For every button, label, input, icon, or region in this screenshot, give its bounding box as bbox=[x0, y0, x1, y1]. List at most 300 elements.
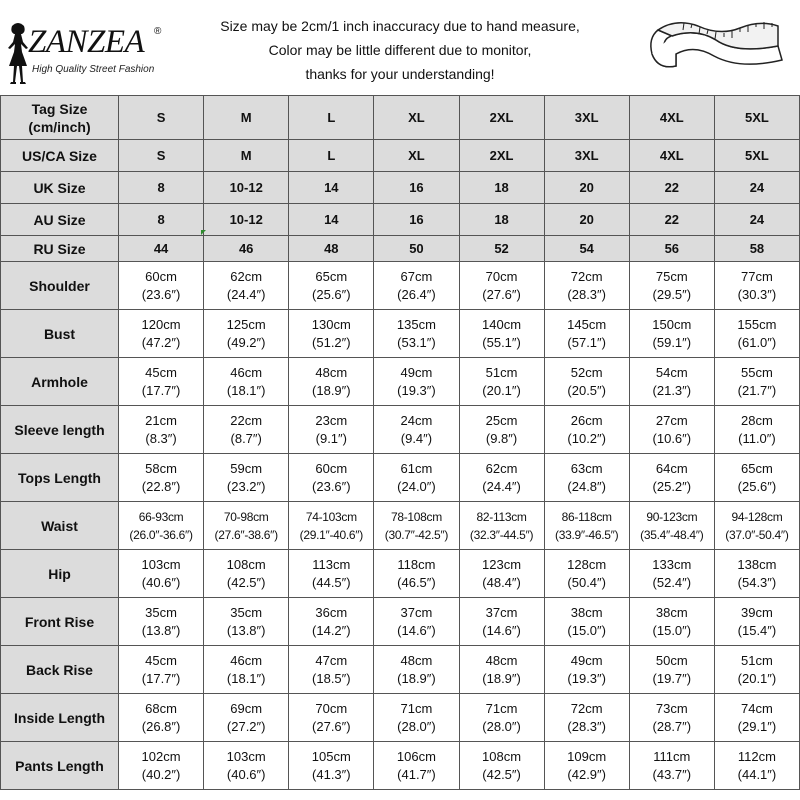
cm-value: 133cm bbox=[652, 556, 692, 572]
notice-line-2: Color may be little different due to monitor, bbox=[268, 42, 532, 58]
inch-value: (40.6″) bbox=[226, 766, 266, 782]
inch-value: (14.2″) bbox=[312, 622, 351, 638]
row-label bbox=[1, 96, 119, 140]
inch-value: (47.2″) bbox=[141, 334, 181, 350]
measurement-row bbox=[1, 646, 800, 694]
measurement-cell bbox=[204, 694, 289, 742]
cm-value: 21cm bbox=[145, 412, 177, 428]
inch-value: (42.9″) bbox=[567, 766, 606, 782]
size-row bbox=[1, 140, 800, 172]
inch-value: (24.4″) bbox=[482, 478, 521, 494]
inch-value: (14.6″) bbox=[397, 622, 436, 638]
cm-value: 23cm bbox=[315, 412, 348, 428]
measurement-cell bbox=[289, 646, 374, 694]
size-cell: 16 bbox=[374, 204, 459, 236]
size-row bbox=[1, 236, 800, 262]
row-label: Front Rise bbox=[1, 598, 119, 646]
inch-value: (27.2″) bbox=[226, 718, 266, 734]
measurement-cell bbox=[459, 742, 544, 790]
measurement-cell bbox=[374, 646, 459, 694]
inch-value: (37.0″-50.4″) bbox=[725, 527, 789, 542]
measurement-cell bbox=[714, 694, 799, 742]
inch-value: (50.4″) bbox=[567, 574, 606, 590]
cm-value: 75cm bbox=[655, 268, 688, 284]
cm-value: 94-128cm bbox=[731, 509, 783, 524]
cm-value: 67cm bbox=[400, 268, 433, 284]
size-row bbox=[1, 96, 800, 140]
measurement-cell bbox=[204, 742, 289, 790]
cm-value: 109cm bbox=[567, 748, 607, 764]
inch-value: (44.5″) bbox=[312, 574, 351, 590]
cm-value: 123cm bbox=[482, 556, 522, 572]
size-cell: 52 bbox=[459, 236, 544, 262]
measurement-cell bbox=[544, 742, 629, 790]
measurement-cell bbox=[629, 742, 714, 790]
measurement-cell bbox=[714, 598, 799, 646]
measurement-row bbox=[1, 262, 800, 310]
measurement-cell bbox=[119, 742, 204, 790]
inch-value: (29.1″-40.6″) bbox=[299, 527, 363, 542]
size-cell: XL bbox=[374, 96, 459, 140]
size-cell: 14 bbox=[289, 172, 374, 204]
cm-value: 64cm bbox=[655, 460, 688, 476]
cm-value: 108cm bbox=[482, 748, 522, 764]
size-cell: 5XL bbox=[714, 140, 799, 172]
inch-value: (19.7″) bbox=[652, 670, 692, 686]
measurement-cell bbox=[119, 310, 204, 358]
inch-value: (26.4″) bbox=[397, 286, 436, 302]
row-label: Waist bbox=[1, 502, 119, 550]
measurement-cell bbox=[459, 454, 544, 502]
inch-value: (33.9″-46.5″) bbox=[555, 527, 619, 542]
measurement-cell bbox=[289, 742, 374, 790]
measurement-cell bbox=[374, 742, 459, 790]
inch-value: (11.0″) bbox=[738, 430, 776, 446]
inch-value: (25.6″) bbox=[737, 478, 777, 494]
inch-value: (48.4″) bbox=[482, 574, 521, 590]
inch-value: (49.2″) bbox=[226, 334, 266, 350]
cm-value: 71cm bbox=[485, 700, 518, 716]
inch-value: (29.1″) bbox=[737, 718, 777, 734]
measurement-cell bbox=[544, 358, 629, 406]
cm-value: 113cm bbox=[312, 556, 351, 572]
inch-value: (22.8″) bbox=[141, 478, 181, 494]
inch-value: (10.6″) bbox=[652, 430, 692, 446]
inch-value: (28.3″) bbox=[567, 286, 606, 302]
row-label: Sleeve length bbox=[1, 406, 119, 454]
cm-value: 35cm bbox=[230, 604, 263, 620]
measurement-cell bbox=[204, 646, 289, 694]
measurement-cell bbox=[119, 598, 204, 646]
measurement-row bbox=[1, 550, 800, 598]
row-label: Bust bbox=[1, 310, 119, 358]
row-label: Armhole bbox=[1, 358, 119, 406]
size-cell: M bbox=[204, 140, 289, 172]
measurement-cell bbox=[374, 358, 459, 406]
cm-value: 71cm bbox=[400, 700, 433, 716]
cm-value: 22cm bbox=[230, 412, 263, 428]
cm-value: 37cm bbox=[400, 604, 433, 620]
inch-value: (9.4″) bbox=[400, 430, 433, 446]
cm-value: 103cm bbox=[226, 748, 266, 764]
inch-value: (13.8″) bbox=[226, 622, 266, 638]
cm-value: 102cm bbox=[141, 748, 181, 764]
cm-value: 105cm bbox=[311, 748, 351, 764]
cm-value: 68cm bbox=[145, 700, 177, 716]
size-cell: 3XL bbox=[544, 140, 629, 172]
measurement-cell bbox=[289, 454, 374, 502]
size-cell: 46 bbox=[204, 236, 289, 262]
inch-value: (32.3″-44.5″) bbox=[469, 527, 534, 542]
size-cell: 20 bbox=[544, 172, 629, 204]
inch-value: (44.1″) bbox=[737, 766, 777, 782]
measurement-cell bbox=[714, 742, 799, 790]
measurement-row bbox=[1, 502, 800, 550]
size-cell: 10-12 bbox=[204, 204, 289, 236]
inch-value: (40.2″) bbox=[141, 766, 181, 782]
cm-value: 51cm bbox=[741, 652, 773, 668]
cm-value: 70cm bbox=[315, 700, 348, 716]
inch-value: (9.8″) bbox=[485, 430, 518, 446]
size-cell: 4XL bbox=[629, 96, 714, 140]
inch-value: (29.5″) bbox=[652, 286, 692, 302]
cm-value: 36cm bbox=[315, 604, 348, 620]
inch-value: (35.4″-48.4″) bbox=[640, 527, 704, 542]
row-label: Back Rise bbox=[1, 646, 119, 694]
cm-value: 103cm bbox=[141, 556, 181, 572]
cm-value: 35cm bbox=[145, 604, 177, 620]
cm-value: 74cm bbox=[741, 700, 773, 716]
cm-value: 120cm bbox=[141, 316, 181, 332]
cm-value: 118cm bbox=[397, 556, 436, 572]
cm-value: 38cm bbox=[655, 604, 688, 620]
row-label: Pants Length bbox=[1, 742, 119, 790]
measurement-cell bbox=[459, 598, 544, 646]
measurement-cell bbox=[714, 358, 799, 406]
inch-value: (27.6″) bbox=[482, 286, 521, 302]
inch-value: (20.1″) bbox=[737, 670, 777, 686]
measurement-cell bbox=[459, 646, 544, 694]
notice-line-3: thanks for your understanding! bbox=[305, 66, 495, 82]
measurement-cell bbox=[374, 310, 459, 358]
measurement-cell bbox=[629, 406, 714, 454]
measurement-cell bbox=[374, 406, 459, 454]
cm-value: 63cm bbox=[570, 460, 603, 476]
measurement-cell bbox=[544, 598, 629, 646]
measurement-cell bbox=[374, 550, 459, 598]
cm-value: 46cm bbox=[230, 364, 263, 380]
inch-value: (41.3″) bbox=[312, 766, 351, 782]
size-cell: M bbox=[204, 96, 289, 140]
inch-value: (18.1″) bbox=[226, 382, 266, 398]
cm-value: 140cm bbox=[482, 316, 522, 332]
size-cell: 50 bbox=[374, 236, 459, 262]
inch-value: (25.6″) bbox=[312, 286, 351, 302]
inch-value: (24.0″) bbox=[397, 478, 436, 494]
size-cell: 22 bbox=[629, 172, 714, 204]
inch-value: (14.6″) bbox=[482, 622, 521, 638]
inch-value: (28.7″) bbox=[652, 718, 692, 734]
measurement-cell bbox=[629, 694, 714, 742]
size-cell: 56 bbox=[629, 236, 714, 262]
green-corner-marker bbox=[201, 230, 206, 235]
inch-value: (9.1″) bbox=[315, 430, 347, 446]
inch-value: (18.9″) bbox=[482, 670, 521, 686]
inch-value: (15.0″) bbox=[652, 622, 692, 638]
measurement-cell bbox=[289, 694, 374, 742]
inch-value: (53.1″) bbox=[397, 334, 436, 350]
cm-value: 62cm bbox=[485, 460, 518, 476]
cm-value: 58cm bbox=[145, 460, 177, 476]
inch-value: (17.7″) bbox=[141, 382, 181, 398]
size-row bbox=[1, 204, 800, 236]
inch-value: (19.3″) bbox=[567, 670, 606, 686]
inch-value: (26.0″-36.6″) bbox=[129, 527, 193, 542]
inch-value: (27.6″-38.6″) bbox=[214, 527, 278, 542]
inch-value: (8.3″) bbox=[145, 430, 177, 446]
cm-value: 74-103cm bbox=[305, 509, 357, 524]
cm-value: 65cm bbox=[315, 268, 348, 284]
measurement-cell bbox=[204, 262, 289, 310]
cm-value: 135cm bbox=[396, 316, 436, 332]
cm-value: 145cm bbox=[567, 316, 607, 332]
size-cell: 54 bbox=[544, 236, 629, 262]
brand-logo bbox=[0, 0, 190, 95]
cm-value: 25cm bbox=[485, 412, 518, 428]
size-cell: 8 bbox=[119, 172, 204, 204]
measurement-cell bbox=[544, 646, 629, 694]
measurement-cell bbox=[204, 358, 289, 406]
measurement-cell bbox=[544, 310, 629, 358]
measurement-cell bbox=[119, 262, 204, 310]
chart-header bbox=[0, 0, 800, 95]
measurement-cell bbox=[629, 598, 714, 646]
cm-value: 46cm bbox=[230, 652, 263, 668]
cm-value: 47cm bbox=[315, 652, 348, 668]
measurement-cell bbox=[459, 406, 544, 454]
cm-value: 78-108cm bbox=[390, 509, 442, 524]
cm-value: 50cm bbox=[655, 652, 688, 668]
row-label: Tops Length bbox=[1, 454, 119, 502]
inch-value: (41.7″) bbox=[397, 766, 436, 782]
row-label: Inside Length bbox=[1, 694, 119, 742]
cm-value: 90-123cm bbox=[646, 509, 698, 524]
measurement-cell bbox=[289, 502, 374, 550]
cm-value: 82-113cm bbox=[476, 509, 527, 524]
measurement-cell bbox=[629, 502, 714, 550]
measurement-cell bbox=[204, 598, 289, 646]
size-cell: XL bbox=[374, 140, 459, 172]
cm-value: 39cm bbox=[741, 604, 773, 620]
row-label-line: Tag Size bbox=[31, 100, 88, 117]
cm-value: 48cm bbox=[400, 652, 433, 668]
measurement-cell bbox=[544, 406, 629, 454]
cm-value: 128cm bbox=[567, 556, 607, 572]
cm-value: 52cm bbox=[570, 364, 603, 380]
measurement-cell bbox=[459, 310, 544, 358]
measurement-notice bbox=[195, 14, 605, 86]
measurement-cell bbox=[629, 358, 714, 406]
cm-value: 62cm bbox=[230, 268, 263, 284]
inch-value: (24.4″) bbox=[226, 286, 266, 302]
measurement-cell bbox=[289, 358, 374, 406]
size-cell: L bbox=[289, 140, 374, 172]
size-cell: 18 bbox=[459, 204, 544, 236]
measurement-cell bbox=[204, 310, 289, 358]
inch-value: (54.3″) bbox=[737, 574, 777, 590]
size-cell: 16 bbox=[374, 172, 459, 204]
inch-value: (28.3″) bbox=[567, 718, 606, 734]
size-cell: L bbox=[289, 96, 374, 140]
notice-line-1: Size may be 2cm/1 inch inaccuracy due to hand measure, bbox=[220, 18, 580, 34]
row-label-line: (cm/inch) bbox=[28, 118, 91, 135]
inch-value: (42.5″) bbox=[482, 766, 521, 782]
measurement-cell bbox=[119, 502, 204, 550]
inch-value: (42.5″) bbox=[226, 574, 266, 590]
row-label: Shoulder bbox=[1, 262, 119, 310]
cm-value: 61cm bbox=[400, 460, 433, 476]
brand-name: ZANZEA bbox=[28, 24, 145, 60]
cm-value: 60cm bbox=[315, 460, 348, 476]
cm-value: 65cm bbox=[741, 460, 773, 476]
row-label: RU Size bbox=[1, 236, 119, 262]
measurement-cell bbox=[119, 646, 204, 694]
measurement-cell bbox=[374, 598, 459, 646]
measurement-cell bbox=[289, 406, 374, 454]
measurement-cell bbox=[714, 406, 799, 454]
cm-value: 150cm bbox=[652, 316, 692, 332]
measurement-cell bbox=[374, 454, 459, 502]
cm-value: 72cm bbox=[570, 268, 603, 284]
size-cell: 5XL bbox=[714, 96, 799, 140]
measurement-cell bbox=[459, 262, 544, 310]
cm-value: 55cm bbox=[741, 364, 773, 380]
size-cell: 2XL bbox=[459, 140, 544, 172]
inch-value: (10.2″) bbox=[567, 430, 606, 446]
inch-value: (27.6″) bbox=[312, 718, 351, 734]
inch-value: (52.4″) bbox=[652, 574, 692, 590]
size-row bbox=[1, 172, 800, 204]
inch-value: (40.6″) bbox=[141, 574, 181, 590]
inch-value: (28.0″) bbox=[482, 718, 521, 734]
inch-value: (18.5″) bbox=[312, 670, 351, 686]
measurement-cell bbox=[289, 598, 374, 646]
cm-value: 112cm bbox=[737, 748, 776, 764]
measurement-cell bbox=[714, 262, 799, 310]
cm-value: 49cm bbox=[570, 652, 603, 668]
inch-value: (18.9″) bbox=[312, 382, 351, 398]
row-label: UK Size bbox=[1, 172, 119, 204]
cm-value: 66-93cm bbox=[138, 509, 184, 524]
size-cell: 58 bbox=[714, 236, 799, 262]
inch-value: (18.9″) bbox=[397, 670, 436, 686]
inch-value: (51.2″) bbox=[312, 334, 351, 350]
cm-value: 49cm bbox=[400, 364, 433, 380]
row-label: US/CA Size bbox=[1, 140, 119, 172]
measurement-row bbox=[1, 598, 800, 646]
cm-value: 106cm bbox=[396, 748, 436, 764]
measurement-row bbox=[1, 454, 800, 502]
size-cell: 48 bbox=[289, 236, 374, 262]
inch-value: (13.8″) bbox=[141, 622, 181, 638]
measurement-cell bbox=[204, 502, 289, 550]
inch-value: (18.1″) bbox=[226, 670, 266, 686]
cm-value: 70cm bbox=[485, 268, 518, 284]
size-cell: 20 bbox=[544, 204, 629, 236]
cm-value: 111cm bbox=[653, 748, 691, 764]
cm-value: 72cm bbox=[570, 700, 603, 716]
size-cell: 8 bbox=[119, 204, 204, 236]
size-cell: 2XL bbox=[459, 96, 544, 140]
measurement-cell bbox=[119, 358, 204, 406]
inch-value: (17.7″) bbox=[141, 670, 181, 686]
measurement-cell bbox=[544, 550, 629, 598]
measuring-tape-icon bbox=[636, 10, 786, 88]
measurement-row bbox=[1, 406, 800, 454]
row-label: Hip bbox=[1, 550, 119, 598]
measurement-cell bbox=[459, 694, 544, 742]
cm-value: 138cm bbox=[737, 556, 777, 572]
measurement-cell bbox=[629, 310, 714, 358]
measurement-cell bbox=[544, 262, 629, 310]
inch-value: (55.1″) bbox=[482, 334, 521, 350]
size-cell: 14 bbox=[289, 204, 374, 236]
cm-value: 26cm bbox=[570, 412, 603, 428]
measurement-cell bbox=[119, 550, 204, 598]
brand-tagline: High Quality Street Fashion bbox=[32, 64, 155, 75]
measurement-cell bbox=[374, 262, 459, 310]
inch-value: (21.3″) bbox=[652, 382, 692, 398]
cm-value: 28cm bbox=[741, 412, 773, 428]
cm-value: 45cm bbox=[145, 364, 177, 380]
measurement-cell bbox=[459, 358, 544, 406]
size-cell: 18 bbox=[459, 172, 544, 204]
measurement-cell bbox=[119, 406, 204, 454]
inch-value: (19.3″) bbox=[397, 382, 436, 398]
measurement-cell bbox=[714, 454, 799, 502]
size-cell: 3XL bbox=[544, 96, 629, 140]
inch-value: (23.2″) bbox=[226, 478, 266, 494]
cm-value: 60cm bbox=[145, 268, 177, 284]
measurement-cell bbox=[714, 646, 799, 694]
size-cell: 10-12 bbox=[204, 172, 289, 204]
measurement-cell bbox=[629, 454, 714, 502]
measurement-cell bbox=[204, 550, 289, 598]
cm-value: 37cm bbox=[485, 604, 518, 620]
inch-value: (61.0″) bbox=[737, 334, 777, 350]
inch-value: (20.1″) bbox=[482, 382, 521, 398]
inch-value: (24.8″) bbox=[567, 478, 606, 494]
size-cell: 44 bbox=[119, 236, 204, 262]
inch-value: (30.3″) bbox=[737, 286, 777, 302]
measurement-cell bbox=[374, 502, 459, 550]
measurement-cell bbox=[714, 502, 799, 550]
cm-value: 73cm bbox=[655, 700, 688, 716]
size-cell: S bbox=[119, 96, 204, 140]
measurement-row bbox=[1, 742, 800, 790]
inch-value: (23.6″) bbox=[312, 478, 351, 494]
inch-value: (15.4″) bbox=[737, 622, 777, 638]
inch-value: (30.7″-42.5″) bbox=[384, 527, 449, 542]
inch-value: (25.2″) bbox=[652, 478, 692, 494]
measurement-cell bbox=[204, 454, 289, 502]
row-label: AU Size bbox=[1, 204, 119, 236]
measurement-cell bbox=[459, 550, 544, 598]
measurement-cell bbox=[119, 454, 204, 502]
measurement-cell bbox=[629, 550, 714, 598]
cm-value: 77cm bbox=[741, 268, 773, 284]
inch-value: (26.8″) bbox=[141, 718, 181, 734]
